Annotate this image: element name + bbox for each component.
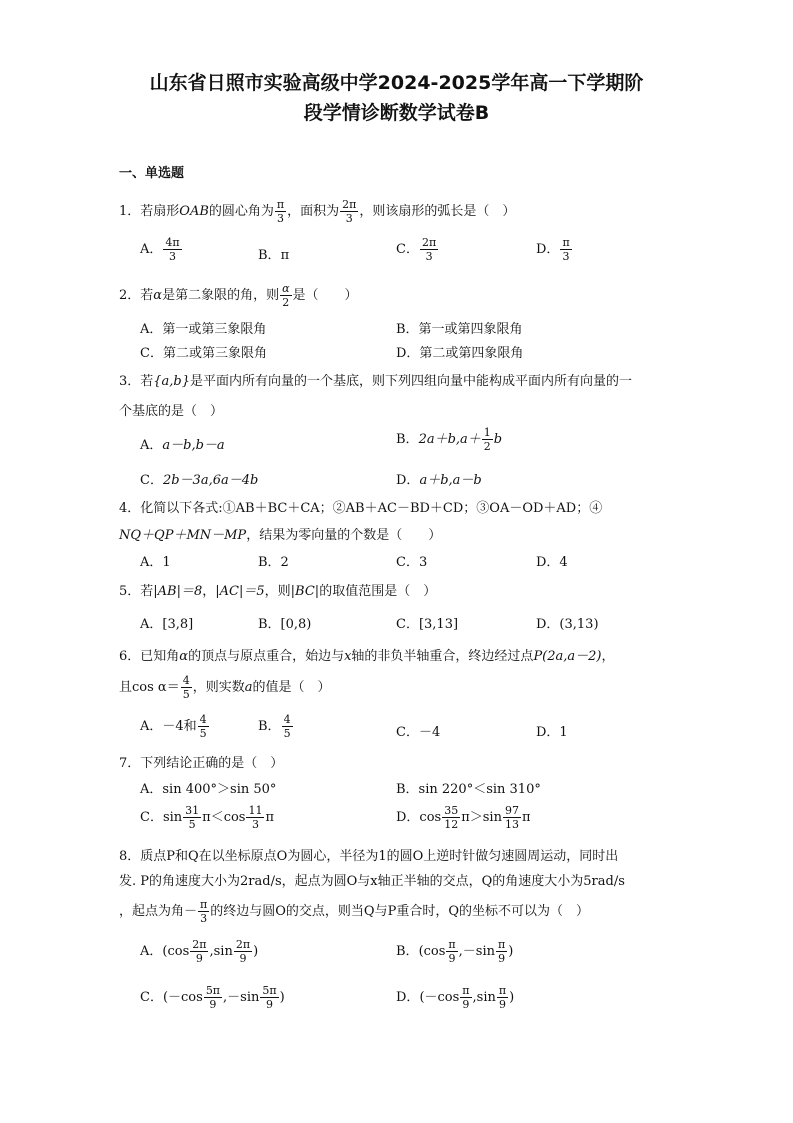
q5-option-d: D．(3,13) <box>536 617 599 632</box>
q1-stem: 1．若扇形OAB的圆心角为 $\frac{\pi}{3}$ ，面积为 $\frac{2\pi}{3}$ ，则该扇形的弧长是（ ） <box>119 198 516 225</box>
q7-option-a: A．sin 400°＞sin 50° <box>140 782 277 797</box>
page-title <box>60 68 733 128</box>
title-line-1: 山东省日照市实验高级中学2024-2025学年高一下学期阶 <box>149 72 644 94</box>
q6-option-b: B． $\frac{4}{5}$ <box>258 713 291 740</box>
q8-option-b: B．(cos $\frac{\pi}{9}$ ,－sin $\frac{\pi}{9}$ ) <box>396 938 514 965</box>
q3-stem: 3．若{a,b}是平面内所有向量的一个基底，则下列四组向量中能构成平面内所有向量的一 <box>119 374 633 389</box>
q6-stem: 6．已知角α的顶点与原点重合，始边与x轴的非负半轴重合，终边经过点P(2a,a－2)， <box>119 649 615 664</box>
q6-option-a: A．－4和 $\frac{4}{5}$ <box>140 713 207 740</box>
q1-option-c: C． $\frac{2\pi}{3}$ <box>396 236 437 263</box>
q2-option-a: A．第一或第三象限角 <box>140 322 267 337</box>
q1-option-a: A． $\frac{4\pi}{3}$ <box>140 236 180 263</box>
q2-option-d: D．第二或第四象限角 <box>396 346 524 361</box>
q4-stem: 4．化简以下各式:①AB＋BC＋CA；②AB＋AC－BD＋CD；③OA－OD＋AD；④ <box>119 501 603 516</box>
q5-option-c: C．[3,13] <box>396 617 459 632</box>
q6-option-d: D．1 <box>536 725 568 740</box>
section-heading: 一、单选题 <box>119 166 185 181</box>
q8-option-a: A．(cos $\frac{2\pi}{9}$ ,sin $\frac{2\pi}{9}$ ) <box>140 938 259 965</box>
q3-option-a: A．a－b,b－a <box>140 438 225 453</box>
q3-option-d: D．a＋b,a－b <box>396 473 482 488</box>
q8-stem-line-3: ，起点为角－ $\frac{\pi}{3}$ 的终边与圆O的交点，则当Q与P重合时，Q的坐标不可以为（ ） <box>119 898 589 925</box>
q7-option-d: D．cos $\frac{35}{12}$ π＞sin $\frac{97}{13}$ π <box>396 804 531 831</box>
q4-option-a: A．1 <box>140 555 171 570</box>
q3-stem-line-2: 个基底的是（ ） <box>119 404 224 419</box>
q3-option-c: C．2b－3a,6a－4b <box>140 473 259 488</box>
q4-option-b: B．2 <box>258 555 289 570</box>
q5-option-b: B．[0,8) <box>258 617 312 632</box>
q4-option-c: C．3 <box>396 555 428 570</box>
q1-option-d: D． $\frac{\pi}{3}$ <box>536 236 570 263</box>
q2-option-c: C．第二或第三象限角 <box>140 346 267 361</box>
q8-stem-line-2: 发. P的角速度大小为2rad/s，起点为圆O与x轴正半轴的交点，Q的角速度大小为5rad/s <box>119 874 625 889</box>
q7-option-c: C．sin $\frac{31}{5}$ π＜cos $\frac{11}{3}$ π <box>140 804 275 831</box>
q8-option-c: C．(－cos $\frac{5\pi}{9}$ ,－sin $\frac{5\pi}{9}$ ) <box>140 984 285 1011</box>
title-line-2: 段学情诊断数学试卷B <box>303 102 490 124</box>
q8-option-d: D．(－cos $\frac{\pi}{9}$ ,sin $\frac{\pi}{9}$ ) <box>396 984 515 1011</box>
q7-option-b: B．sin 220°＜sin 310° <box>396 782 541 797</box>
q2-option-b: B．第一或第四象限角 <box>396 322 523 337</box>
q7-stem: 7．下列结论正确的是（ ） <box>119 756 284 771</box>
q3-option-b: B．2a＋b,a＋ $\frac{1}{2}$ b <box>396 426 503 453</box>
q8-stem: 8．质点P和Q在以坐标原点O为圆心，半径为1的圆O上逆时针做匀速圆周运动，同时出 <box>119 849 619 864</box>
q6-option-c: C．－4 <box>396 725 441 740</box>
q6-stem-line-2: 且cos α＝ $\frac{4}{5}$ ，则实数a的值是（ ） <box>119 674 331 701</box>
q2-stem: 2．若α是第二象限的角，则 $\frac{\alpha}{2}$ 是（ ） <box>119 282 358 309</box>
q5-stem: 5．若|AB|＝8，|AC|＝5，则|BC|的取值范围是（ ） <box>119 584 437 599</box>
q4-stem-line-2: NQ＋QP＋MN－MP，结果为零向量的个数是（ ） <box>119 528 442 543</box>
q5-option-a: A．[3,8] <box>140 617 194 632</box>
q4-option-d: D．4 <box>536 555 568 570</box>
q1-option-b: B．π <box>258 248 290 263</box>
